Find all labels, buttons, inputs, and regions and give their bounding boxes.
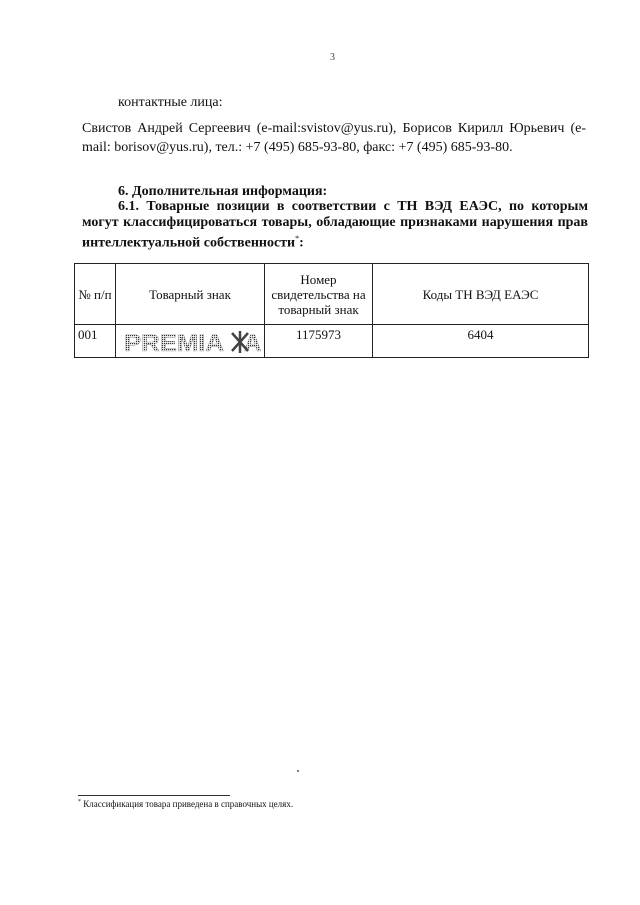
svg-text:A: A (244, 330, 262, 357)
page-number: 3 (330, 52, 335, 63)
cell-trademark (116, 325, 265, 358)
trademark-table (74, 263, 589, 358)
table-header-row (75, 264, 589, 325)
footnote-ref: * (295, 234, 300, 243)
table-row (75, 325, 589, 358)
premiata-logo (122, 327, 262, 357)
scan-speck (297, 770, 299, 772)
svg-text:PREMIA: PREMIA (124, 330, 224, 357)
footnote-divider (78, 795, 230, 796)
contacts-text: Свистов Андрей Сергеевич (e-mail:svistov@yus.ru), Борисов Кирилл Юрьевич (e-mail: borisov@yus.ru), тел.: +7 (495) 685-93-80, факс: +7 (495) 685-93-80. (82, 121, 586, 155)
header-number: № п/п (75, 264, 116, 325)
contacts-label: контактные лица: (118, 95, 223, 110)
cell-codes: 6404 (373, 325, 589, 358)
header-codes: Коды ТН ВЭД ЕАЭС (373, 264, 589, 325)
subsection-tail: : (299, 235, 304, 251)
header-certificate: Номер свидетельства на товарный знак (265, 264, 373, 325)
footnote-marker: * (78, 799, 81, 805)
header-trademark: Товарный знак (116, 264, 265, 325)
subsection-paragraph (82, 199, 588, 252)
section-title: 6. Дополнительная информация: (118, 184, 328, 199)
footnote-text: Классификация товара приведена в справочных целях. (83, 799, 294, 809)
footnote (78, 799, 293, 809)
subsection-text: 6.1. Товарные позиции в соответствии с ТН ВЭД ЕАЭС, по которым могут классифицироваться товары, обладающие признаками нарушения прав интеллектуальной собственности (82, 199, 588, 251)
cell-certificate: 1175973 (265, 325, 373, 358)
cell-number: 001 (75, 325, 116, 358)
